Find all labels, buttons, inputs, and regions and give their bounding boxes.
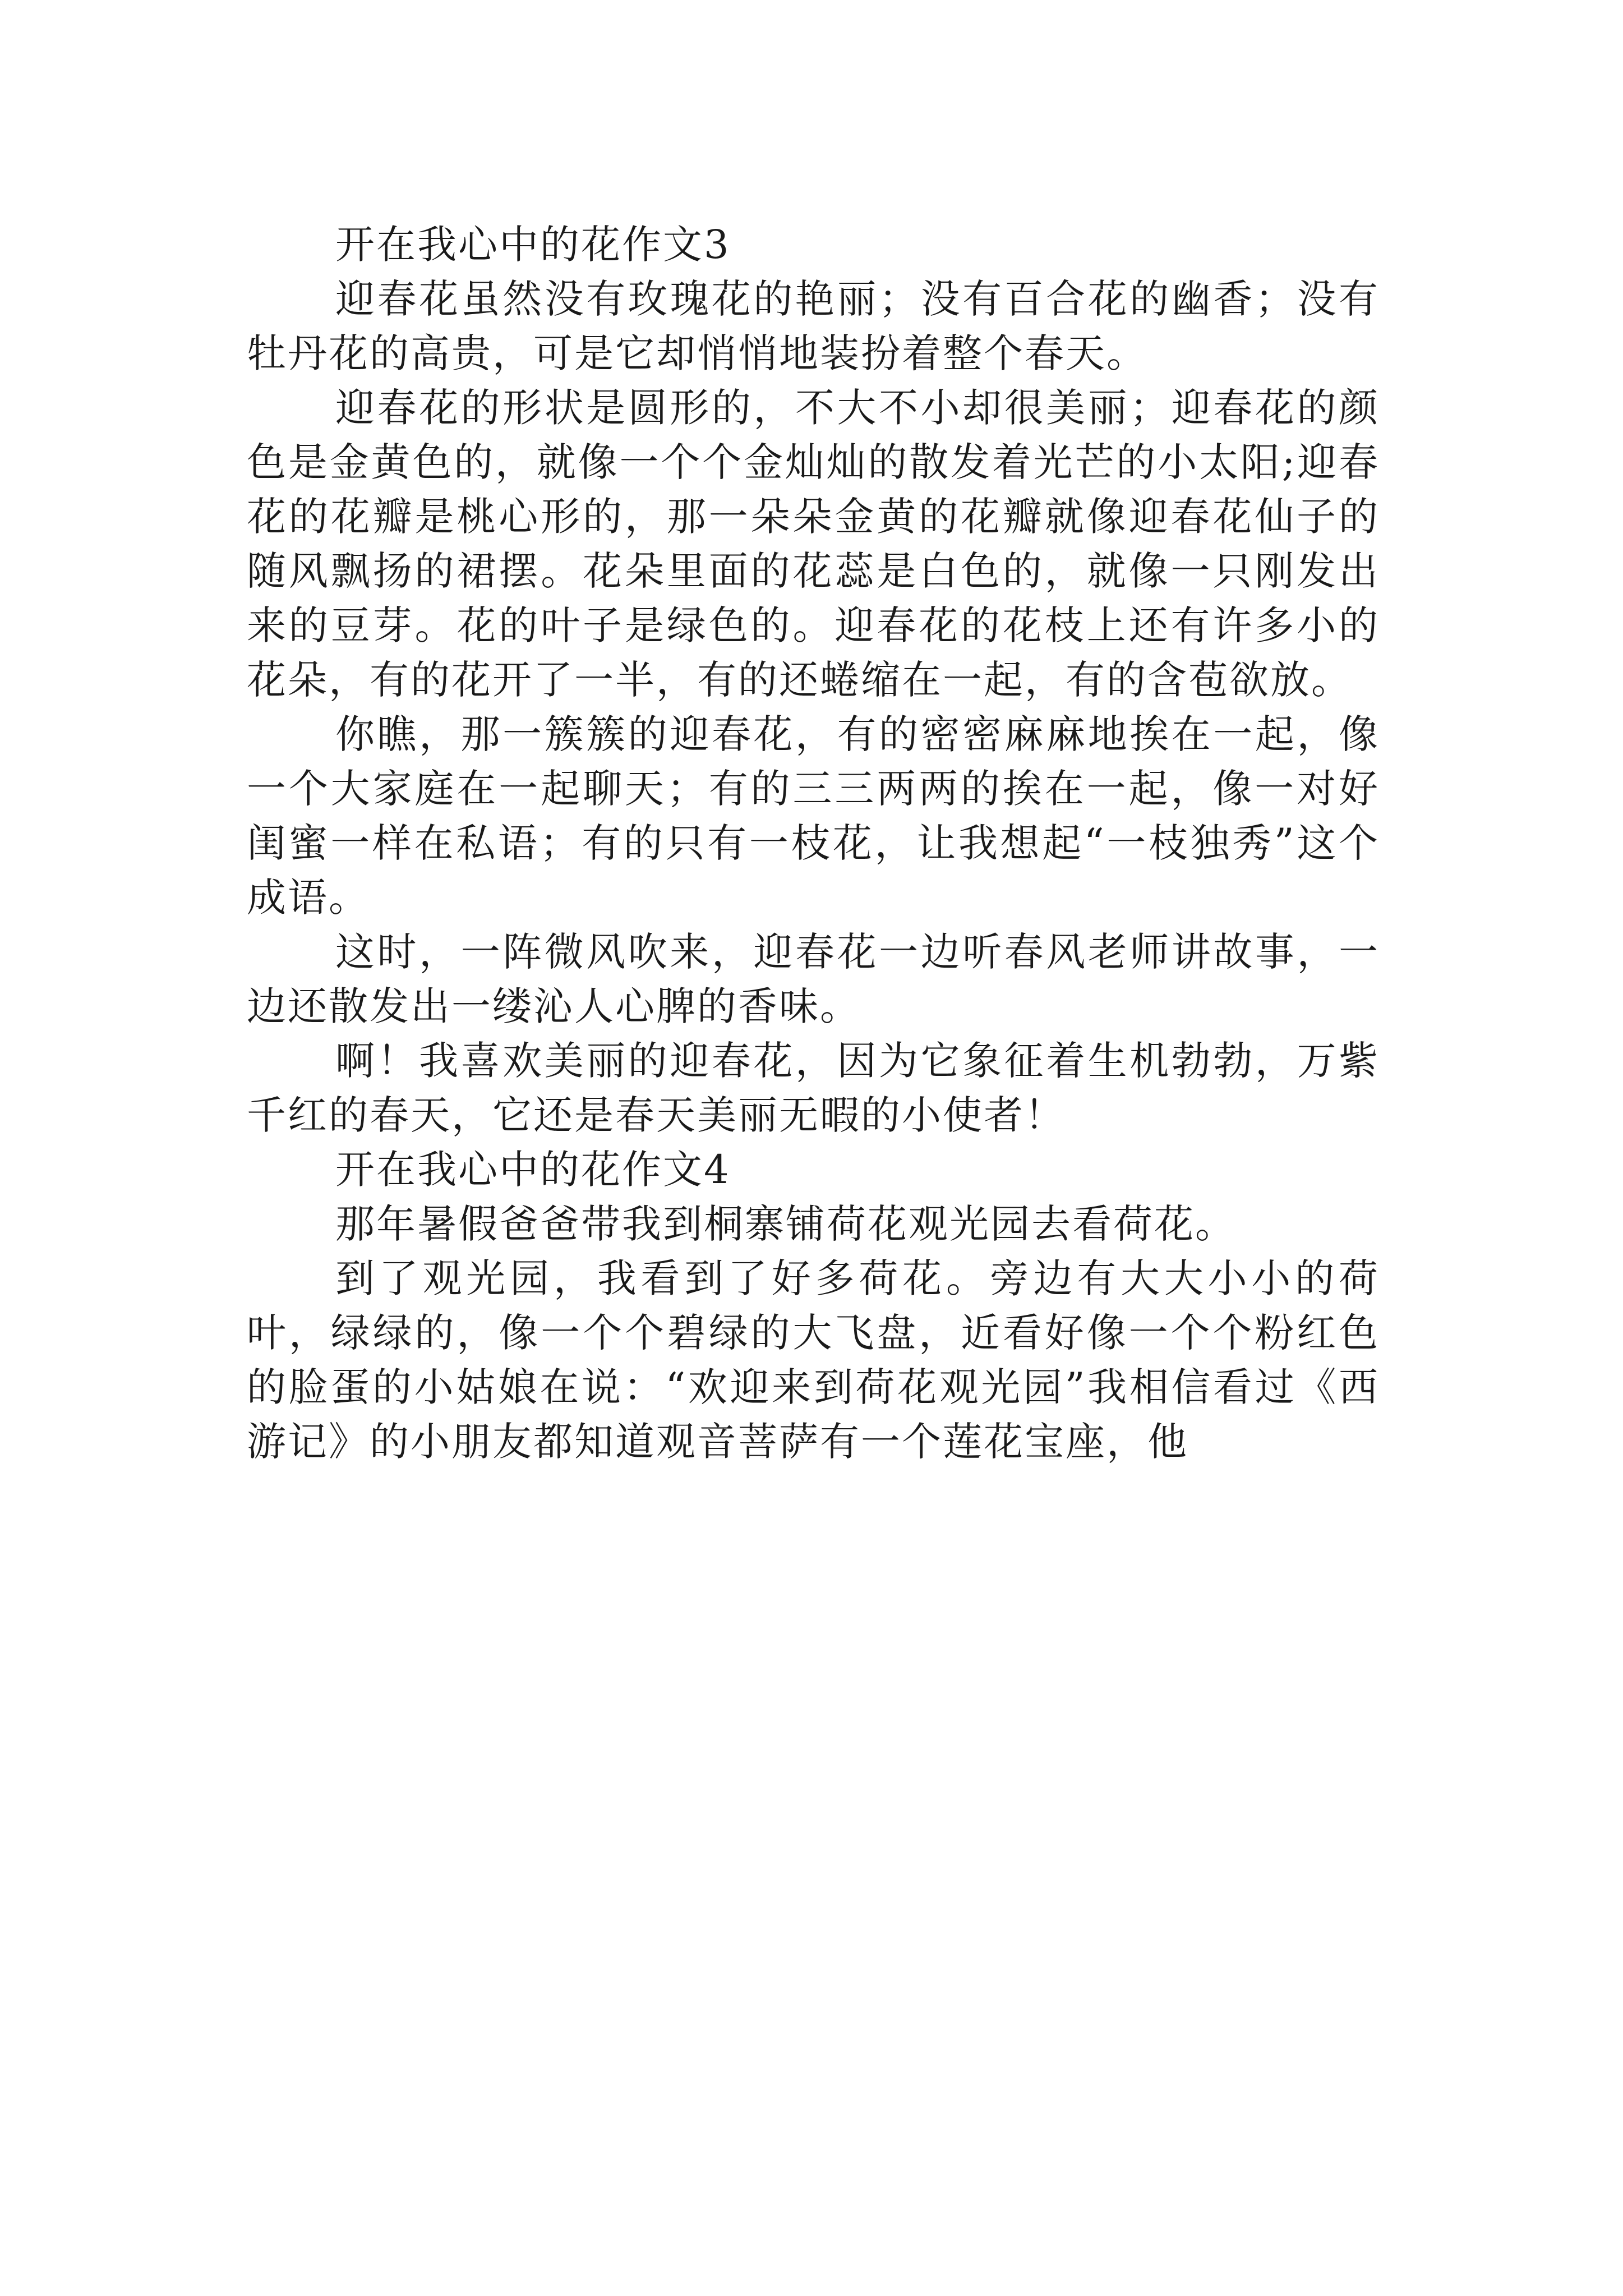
essay-3-paragraph-2: 迎春花的形状是圆形的，不大不小却很美丽；迎春花的颜色是金黄色的，就像一个个金灿灿的散发着光芒的小太阳;迎春花的花瓣是桃心形的，那一朵朵金黄的花瓣就像迎春花仙子的随风飘扬的裙摆。花朵里面的花蕊是白色的，就像一只刚发出来的豆芽。花的叶子是绿色的。迎春花的花枝上还有许多小的花朵，有的花开了一半，有的还蜷缩在一起，有的含苞欲放。 bbox=[247, 385, 1380, 703]
essay-4-paragraph-1: 那年暑假爸爸带我到桐寨铺荷花观光园去看荷花。 bbox=[335, 1201, 1236, 1247]
essay-4-title: 开在我心中的花作文4 bbox=[335, 1147, 731, 1193]
essay-3-paragraph-4: 这时，一阵微风吹来，迎春花一边听春风老师讲故事，一边还散发出一缕沁人心脾的香味。 bbox=[247, 929, 1380, 1029]
essay-3-paragraph-5: 啊！我喜欢美丽的迎春花，因为它象征着生机勃勃，万紫千红的春天，它还是春天美丽无暇的小使者！ bbox=[247, 1038, 1380, 1138]
document-body bbox=[247, 218, 1380, 1469]
essay-3-paragraph-1: 迎春花虽然没有玫瑰花的艳丽；没有百合花的幽香；没有牡丹花的高贵，可是它却悄悄地装扮着整个春天。 bbox=[247, 276, 1380, 376]
essay-4-paragraph-2: 到了观光园，我看到了好多荷花。旁边有大大小小的荷叶，绿绿的，像一个个碧绿的大飞盘，近看好像一个个粉红色的脸蛋的小姑娘在说：“欢迎来到荷花观光园”我相信看过《西游记》的小朋友都知道观音菩萨有一个莲花宝座，他 bbox=[247, 1255, 1380, 1465]
essay-3-paragraph-3: 你瞧，那一簇簇的迎春花，有的密密麻麻地挨在一起，像一个大家庭在一起聊天；有的三三两两的挨在一起，像一对好闺蜜一样在私语；有的只有一枝花，让我想起“一枝独秀”这个成语。 bbox=[247, 711, 1380, 921]
essay-3-title: 开在我心中的花作文3 bbox=[335, 222, 731, 268]
